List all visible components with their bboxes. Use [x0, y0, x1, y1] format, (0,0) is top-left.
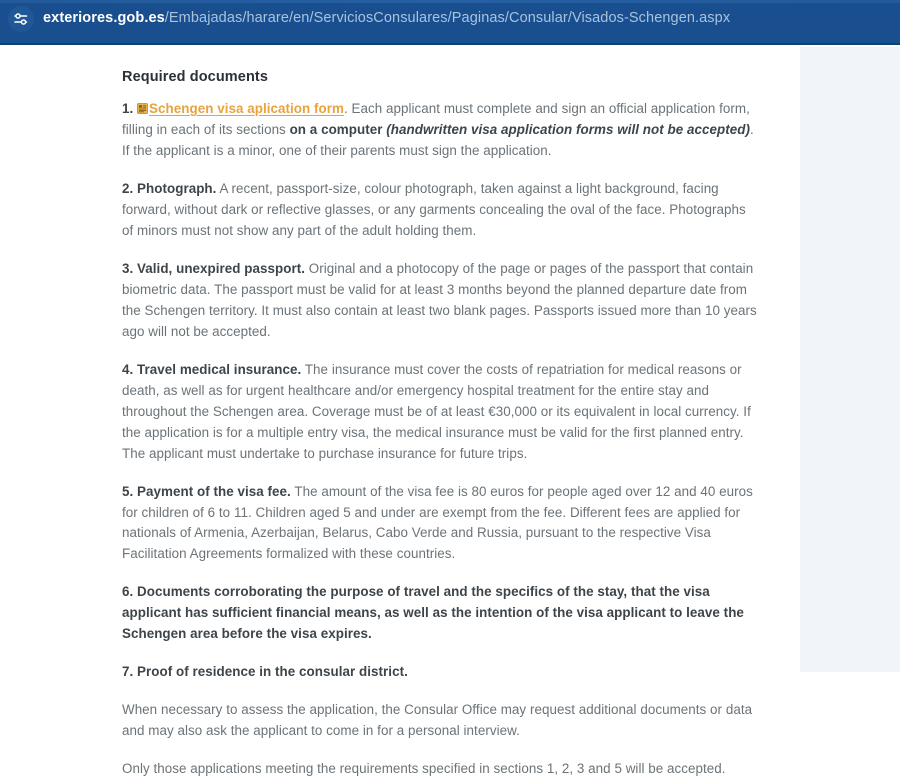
address-bar-underline — [0, 37, 900, 45]
additional-documents-note: When necessary to assess the application, the Consular Office may request additional documents or data and may also ask the applicant to come in for a personal interview. — [122, 702, 753, 739]
sliders-settings-icon[interactable] — [8, 6, 34, 32]
requirement-item-1 — [122, 99, 760, 162]
requirement-item-2 — [122, 179, 760, 242]
url-domain: exteriores.gob.es — [43, 10, 165, 26]
item-4-body: The insurance must cover the costs of repatriation for medical reasons or death, as well as for urgent healthcare and/or emergency hospital treatment for the entire stay and throughout the Schengen area. Coverage must be of at least €30,000 or its equivalent in local currency. If the application is for a multiple entry visa, the medical insurance must be valid for the first planned entry. The applicant must undertake to purchase insurance for future trips. — [122, 361, 751, 461]
item-1-bold-computer: on a computer — [289, 121, 383, 137]
requirement-item-4 — [122, 360, 760, 465]
item-1-text-after-link: . Each applicant must complete and sign an official application form, filling in each of its sections — [122, 101, 750, 137]
url-text[interactable] — [43, 11, 730, 27]
page-content-area — [0, 47, 900, 777]
item-3-lead: 3. Valid, unexpired passport. — [122, 260, 306, 276]
item-2-body: A recent, passport-size, colour photograph, taken against a light background, facing forward, without dark or reflective glasses, or any garments concealing the oval of the face. Photographs of minors must not show any part of the adult holding them. — [122, 180, 746, 238]
item-5-body: The amount of the visa fee is 80 euros for people aged over 12 and 40 euros for children of 6 to 11. Children aged 5 and under are exempt from the fee. Different fees are applied for nationals of Armenia, Azerbaijan, Belarus, Cabo Verde and Russia, pursuant to the respective Visa Facilitation Agreements formalized with these countries. — [122, 483, 753, 562]
address-bar-highlight — [0, 0, 900, 3]
requirement-item-5 — [122, 482, 760, 566]
requirement-item-3 — [122, 259, 760, 343]
schengen-visa-application-form-link[interactable]: Schengen visa aplication form — [149, 101, 344, 116]
acceptance-note: Only those applications meeting the requirements specified in sections 1, 2, 3 and 5 will be accepted. — [122, 761, 726, 777]
right-side-panel — [800, 47, 900, 672]
url-path: /Embajadas/harare/en/ServiciosConsulares/Paginas/Consular/Visados-Schengen.aspx — [164, 10, 731, 26]
document-file-icon — [137, 100, 148, 111]
browser-address-bar[interactable] — [0, 0, 900, 37]
page-title: Required documents — [122, 69, 269, 85]
requirement-item-7: 7. Proof of residence in the consular district. — [122, 664, 408, 680]
item-2-lead: 2. Photograph. — [122, 180, 217, 196]
requirement-item-6: 6. Documents corroborating the purpose of travel and the specifics of the stay, that the visa applicant has sufficient financial means, as well as the intention of the visa applicant to leave the Schengen area before the visa expires. — [122, 584, 744, 642]
item-1-number: 1. — [122, 101, 138, 116]
item-1-tail: . If the applicant is a minor, one of their parents must sign the application. — [122, 121, 754, 158]
document-body — [122, 69, 760, 780]
item-1-italic-note: (handwritten visa application forms will not be accepted) — [386, 121, 750, 137]
item-4-lead: 4. Travel medical insurance. — [122, 361, 302, 377]
item-3-body: Original and a photocopy of the page or pages of the passport that contain biometric data. The passport must be valid for at least 3 months beyond the planned departure date from the Schengen territory. It must also contain at least two blank pages. Passports issued more than 10 years ago will not be accepted. — [122, 260, 757, 339]
item-5-lead: 5. Payment of the visa fee. — [122, 483, 291, 499]
